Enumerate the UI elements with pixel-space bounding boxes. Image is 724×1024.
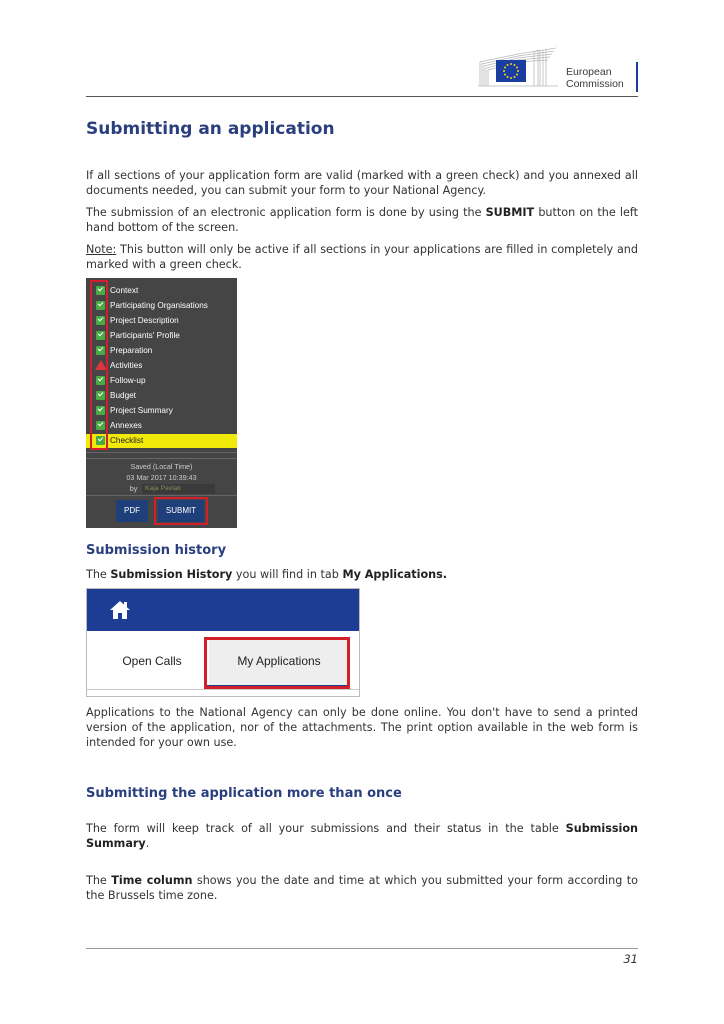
nav-item-follow-up[interactable]	[92, 374, 235, 388]
paragraph-time-column	[86, 873, 638, 903]
text: shows you the date and time at which you submitted your form according to the Brussels time zone.	[86, 874, 638, 902]
note-text: This button will only be active if all sections in your applications are filled in completely and marked with a green check.	[86, 243, 638, 271]
my-applications-highlight	[204, 637, 350, 689]
text: The	[86, 874, 112, 887]
nav-item-label: Project Description	[110, 316, 179, 325]
european-commission-logo	[478, 46, 638, 90]
status-column-highlight	[90, 280, 108, 450]
divider	[86, 458, 237, 459]
page-number: 31	[623, 952, 638, 966]
saved-label: Saved (Local Time)	[130, 462, 193, 471]
saved-by-label: by	[129, 484, 138, 493]
heading-submit-more-than-once: Submitting the application more than once	[86, 786, 402, 801]
heading-submission-history: Submission history	[86, 543, 227, 558]
divider	[86, 495, 237, 496]
logo-line-2: Commission	[566, 78, 624, 90]
home-icon[interactable]	[109, 600, 131, 620]
paragraph-note	[86, 242, 638, 272]
divider	[86, 452, 237, 453]
submission-history-keyword: Submission History	[110, 568, 233, 581]
nav-item-label: Activities	[110, 361, 143, 370]
nav-item-participants-profile[interactable]	[92, 329, 235, 343]
paragraph-submission-summary	[86, 821, 638, 851]
logo-text	[566, 66, 624, 90]
logo-accent-bar	[636, 62, 638, 92]
nav-item-project-summary[interactable]	[92, 404, 235, 418]
my-applications-keyword: My Applications.	[342, 568, 448, 581]
nav-item-participating-organisations[interactable]	[92, 299, 235, 313]
nav-item-annexes[interactable]	[92, 419, 235, 433]
paragraph-submit-button	[86, 205, 638, 235]
footer-divider	[86, 948, 638, 949]
text: The submission of an electronic application form is done by using the	[86, 206, 486, 219]
saved-timestamp: 03 Mar 2017 10:39:43	[126, 473, 197, 482]
nav-item-label: Follow-up	[110, 376, 146, 385]
nav-item-label: Context	[110, 286, 139, 295]
tab-my-applications[interactable]: My Applications	[209, 637, 349, 685]
tab-open-calls[interactable]: Open Calls	[122, 654, 182, 668]
nav-item-activities[interactable]	[92, 359, 235, 373]
submit-button-highlight	[154, 497, 208, 525]
nav-item-context[interactable]	[92, 284, 235, 298]
page-header	[86, 40, 638, 97]
saved-by-name: Kaja Pavlak	[142, 484, 215, 494]
nav-item-preparation[interactable]	[92, 344, 235, 358]
text: The	[86, 568, 111, 581]
paragraph-intro: If all sections of your application form are valid (marked with a green check) and you annexed all documents needed, you can submit your form to your National Agency.	[86, 169, 638, 197]
tabs-screenshot	[86, 588, 360, 697]
nav-item-budget[interactable]	[92, 389, 235, 403]
logo-line-1: European	[566, 66, 612, 78]
nav-item-label: Budget	[110, 391, 136, 400]
submission-summary-keyword: Submission Summary	[86, 822, 638, 850]
nav-item-checklist[interactable]	[86, 434, 237, 448]
page-title: Submitting an application	[86, 119, 335, 139]
eu-flag-icon	[496, 60, 526, 82]
top-navigation-bar	[87, 589, 359, 631]
submit-keyword: SUBMIT	[485, 206, 535, 219]
text: button on the left hand bottom of the screen.	[86, 206, 638, 234]
pdf-button[interactable]: PDF	[116, 500, 148, 522]
text: The form will keep track of all your submissions and their status in the table	[86, 822, 566, 835]
submit-button[interactable]: SUBMIT	[158, 500, 204, 522]
text: you will find in tab	[232, 568, 343, 581]
time-column-keyword: Time column	[111, 874, 193, 887]
paragraph-online-only: Applications to the National Agency can only be done online. You don't have to send a printed version of the application, nor of the attachments. The print option available in the web form is intended for your own use.	[86, 706, 638, 749]
nav-item-label: Participants' Profile	[110, 331, 180, 340]
nav-item-label: Preparation	[110, 346, 153, 355]
form-navigation-panel	[86, 278, 237, 528]
nav-item-label: Participating Organisations	[110, 301, 208, 310]
nav-item-label: Annexes	[110, 421, 142, 430]
paragraph-submission-history	[86, 567, 638, 582]
text: .	[145, 837, 150, 850]
nav-item-label: Checklist	[110, 436, 144, 445]
nav-item-project-description[interactable]	[92, 314, 235, 328]
nav-item-label: Project Summary	[110, 406, 173, 415]
note-label: Note:	[86, 243, 117, 256]
tabs-bottom-rule	[87, 689, 359, 690]
